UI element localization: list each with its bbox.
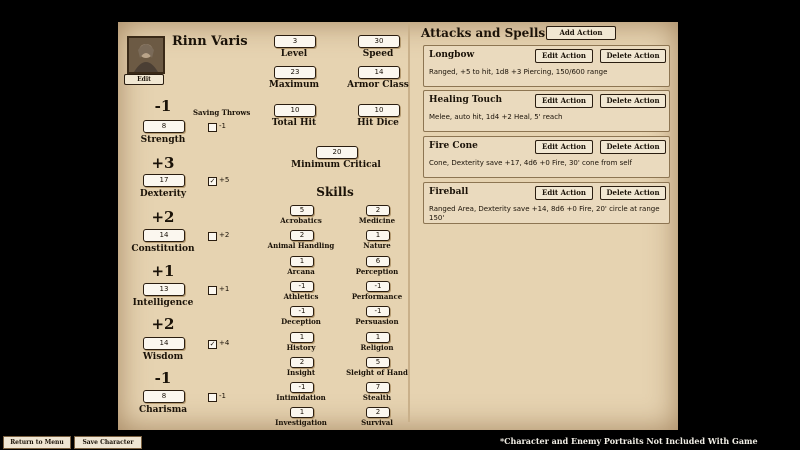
constitution-score[interactable]: 14 <box>143 229 185 242</box>
strength-save-value: -1 <box>219 122 226 130</box>
intelligence-score[interactable]: 13 <box>143 283 185 296</box>
portrait <box>127 36 165 74</box>
skill-nature-label: Nature <box>363 241 391 251</box>
skill-perception-label: Perception <box>355 266 399 276</box>
attack-description: Ranged Area, Dexterity save +14, 8d6 +0 Fire, 20' circle at range 150' <box>429 205 660 222</box>
maximum-label: Maximum <box>268 80 320 90</box>
attack-description: Ranged, +5 to hit, 1d8 +3 Piercing, 150/600 range <box>429 68 608 76</box>
wisdom-label: Wisdom <box>142 352 184 362</box>
wisdom-save-value: +4 <box>219 339 230 347</box>
add-action-button[interactable]: Add Action <box>546 26 616 40</box>
save-character-button[interactable]: Save Character <box>74 436 142 449</box>
attacks-title: Attacks and Spells <box>421 26 546 40</box>
skill-medicine-value[interactable]: 2 <box>366 205 390 216</box>
skill-animal-handling-label: Animal Handling <box>267 241 335 251</box>
intelligence-mod: +1 <box>151 262 175 280</box>
charisma-label: Charisma <box>138 405 188 415</box>
attack-name: Longbow <box>429 50 475 60</box>
dexterity-save-checkbox[interactable]: ✓ <box>209 177 216 185</box>
saving-throws-label: Saving Throws <box>193 108 251 117</box>
constitution-label: Constitution <box>131 244 195 254</box>
intelligence-save-checkbox[interactable] <box>208 286 217 295</box>
edit-action-button[interactable]: Edit Action <box>535 94 593 108</box>
skills-title: Skills <box>316 185 354 199</box>
delete-action-button[interactable]: Delete Action <box>600 94 666 108</box>
intelligence-save-value: +1 <box>219 285 230 293</box>
dexterity-save-value: +5 <box>219 176 230 184</box>
maximum-value[interactable]: 23 <box>274 66 316 79</box>
skill-insight-label: Insight <box>286 367 316 377</box>
skill-acrobatics-label: Acrobatics <box>280 216 322 225</box>
attack-description: Melee, auto hit, 1d4 +2 Heal, 5' reach <box>429 113 563 121</box>
dexterity-mod: +3 <box>151 154 175 172</box>
min-crit-label: Minimum Critical <box>291 160 381 170</box>
speed-value[interactable]: 30 <box>358 35 400 48</box>
intelligence-label: Intelligence <box>132 298 194 308</box>
armor-class-value[interactable]: 14 <box>358 66 400 79</box>
return-to-menu-button[interactable]: Return to Menu <box>3 436 71 449</box>
skill-animal-handling-value[interactable]: 2 <box>290 230 314 241</box>
skill-performance-value[interactable]: -1 <box>366 281 390 292</box>
skill-persuasion-value[interactable]: -1 <box>366 306 390 317</box>
skill-performance-label: Performance <box>351 291 403 301</box>
skill-arcana-label: Arcana <box>287 266 315 276</box>
constitution-save-checkbox[interactable] <box>208 232 217 241</box>
edit-action-button[interactable]: Edit Action <box>535 140 593 154</box>
strength-mod: -1 <box>154 97 172 115</box>
attack-name: Healing Touch <box>429 95 503 105</box>
edit-action-button[interactable]: Edit Action <box>535 186 593 200</box>
skill-sleight-of-hand-label: Sleight of Hand <box>346 367 408 377</box>
attack-card-fire-cone <box>423 136 670 178</box>
skill-survival-label: Survival <box>361 418 393 428</box>
skill-persuasion-label: Persuasion <box>355 317 399 327</box>
constitution-mod: +2 <box>151 208 175 226</box>
attack-card-healing-touch <box>423 90 670 132</box>
skill-religion-label: Religion <box>360 342 394 352</box>
skill-investigation-label: Investigation <box>275 418 327 428</box>
skill-intimidation-value[interactable]: -1 <box>290 382 314 393</box>
attack-card-fireball <box>423 182 670 224</box>
delete-action-button[interactable]: Delete Action <box>600 140 666 154</box>
wisdom-score[interactable]: 14 <box>143 337 185 350</box>
skill-athletics-label: Athletics <box>283 291 319 301</box>
edit-portrait-button[interactable]: Edit <box>124 74 164 85</box>
dexterity-score[interactable]: 17 <box>143 174 185 187</box>
skill-insight-value[interactable]: 2 <box>290 357 314 368</box>
skill-intimidation-label: Intimidation <box>276 393 326 403</box>
skill-arcana-value[interactable]: 1 <box>290 256 314 267</box>
portraits-disclaimer: *Character and Enemy Portraits Not Included With Game <box>500 436 758 446</box>
charisma-save-checkbox[interactable] <box>208 393 217 402</box>
skill-nature-value[interactable]: 1 <box>366 230 390 241</box>
hit-dice-label: Hit Dice <box>357 118 399 128</box>
skill-stealth-label: Stealth <box>362 393 392 403</box>
attack-description: Cone, Dexterity save +17, 4d6 +0 Fire, 30' cone from self <box>429 159 632 167</box>
skill-religion-value[interactable]: 1 <box>366 332 390 343</box>
skill-investigation-value[interactable]: 1 <box>290 407 314 418</box>
charisma-mod: -1 <box>154 369 172 387</box>
delete-action-button[interactable]: Delete Action <box>600 186 666 200</box>
level-label: Level <box>280 49 308 59</box>
skill-athletics-value[interactable]: -1 <box>290 281 314 292</box>
constitution-save-value: +2 <box>219 231 230 239</box>
attack-card-longbow <box>423 45 670 87</box>
strength-label: Strength <box>140 135 186 145</box>
skill-perception-value[interactable]: 6 <box>366 256 390 267</box>
armor-class-label: Armor Class <box>347 80 409 90</box>
skill-survival-value[interactable]: 2 <box>366 407 390 418</box>
strength-score[interactable]: 8 <box>143 120 185 133</box>
min-crit-value[interactable]: 20 <box>316 146 358 159</box>
attack-name: Fireball <box>429 187 469 197</box>
wisdom-save-checkbox[interactable]: ✓ <box>209 340 216 348</box>
speed-label: Speed <box>362 49 394 59</box>
wisdom-mod: +2 <box>151 315 175 333</box>
total-hit-label: Total Hit <box>271 118 317 128</box>
skill-stealth-value[interactable]: 7 <box>366 382 390 393</box>
total-hit-value[interactable]: 10 <box>274 104 316 117</box>
dexterity-label: Dexterity <box>139 189 187 199</box>
hooded-figure-icon <box>129 38 163 72</box>
delete-action-button[interactable]: Delete Action <box>600 49 666 63</box>
skill-sleight-of-hand-value[interactable]: 5 <box>366 357 390 368</box>
character-name: Rinn Varis <box>172 34 248 49</box>
skill-history-value[interactable]: 1 <box>290 332 314 343</box>
hit-dice-value[interactable]: 10 <box>358 104 400 117</box>
skill-deception-label: Deception <box>281 317 321 327</box>
strength-save-checkbox[interactable] <box>208 123 217 132</box>
level-value[interactable]: 3 <box>274 35 316 48</box>
skill-history-label: History <box>286 342 316 352</box>
skill-medicine-label: Medicine <box>358 216 396 225</box>
attack-name: Fire Cone <box>429 141 478 151</box>
skill-acrobatics-value[interactable]: 5 <box>290 205 314 216</box>
charisma-save-value: -1 <box>219 392 226 400</box>
edit-action-button[interactable]: Edit Action <box>535 49 593 63</box>
skill-deception-value[interactable]: -1 <box>290 306 314 317</box>
charisma-score[interactable]: 8 <box>143 390 185 403</box>
